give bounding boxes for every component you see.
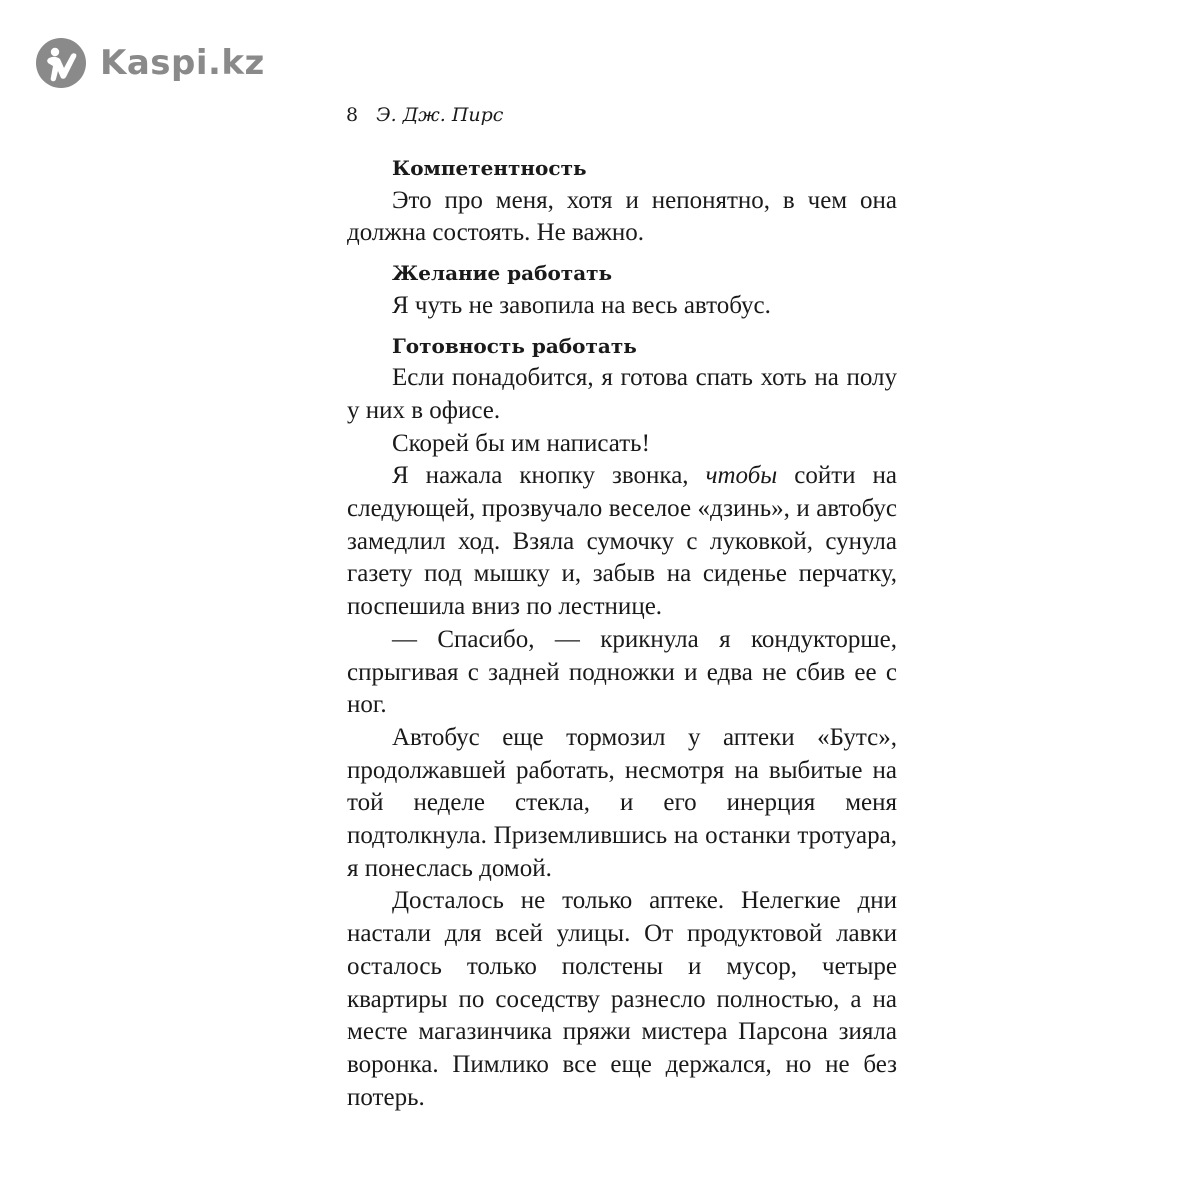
emphasized-word: чтобы [705,462,778,490]
running-head [346,104,503,126]
body-text: сойти на следующей, прозвучало веселое «дзинь», и автобус замедлил ход. Взяла сумочку с луковкой, сунула газету под мышку и, забыв на сиденье перчатку, поспешила вниз по лестнице. [347,462,897,621]
page-number: 8 [346,104,359,126]
body-paragraph [347,460,897,624]
section-text: Если понадобится, я готова спать хоть на полу у них в офисе. [347,364,897,424]
section-text: Я чуть не завопила на весь автобус. [392,291,771,319]
body-text: Я нажала кнопку звонка, [392,462,706,490]
author-name: Э. Дж. Пирс [376,104,504,126]
brand-name: Kaspi.kz [100,43,265,83]
kaspi-logo-icon [36,38,86,88]
body-paragraph: — Спасибо, — крикнула я кондукторше, спрыгивая с задней подножки и едва не сбив ее с ног. [347,625,897,719]
section-heading: Желание работать [392,261,613,286]
kaspi-watermark [36,38,265,88]
section-text: Это про меня, хотя и непонятно, в чем она должна состоять. Не важно. [347,186,897,247]
page-text [347,152,897,1114]
body-paragraph: Автобус еще тормозил у аптеки «Бутс», продолжавшей работать, несмотря на выбитые на той неделе стекла, и его инерция меня подтолкнула. Приземлившись на останки тротуара, я понеслась домой. [347,723,897,882]
body-paragraph: Досталось не только аптеке. Нелегкие дни настали для всей улицы. От продуктовой лавки осталось только полстены и мусор, четыре квартиры по соседству разнесло полностью, а на месте магазинчика пряжи мистера Парсона зияла воронка. Пимлико все еще держался, но не без потерь. [347,887,897,1111]
section-heading: Готовность работать [392,333,637,358]
body-paragraph: Скорей бы им написать! [392,429,650,457]
section-heading: Компетентность [392,156,587,180]
